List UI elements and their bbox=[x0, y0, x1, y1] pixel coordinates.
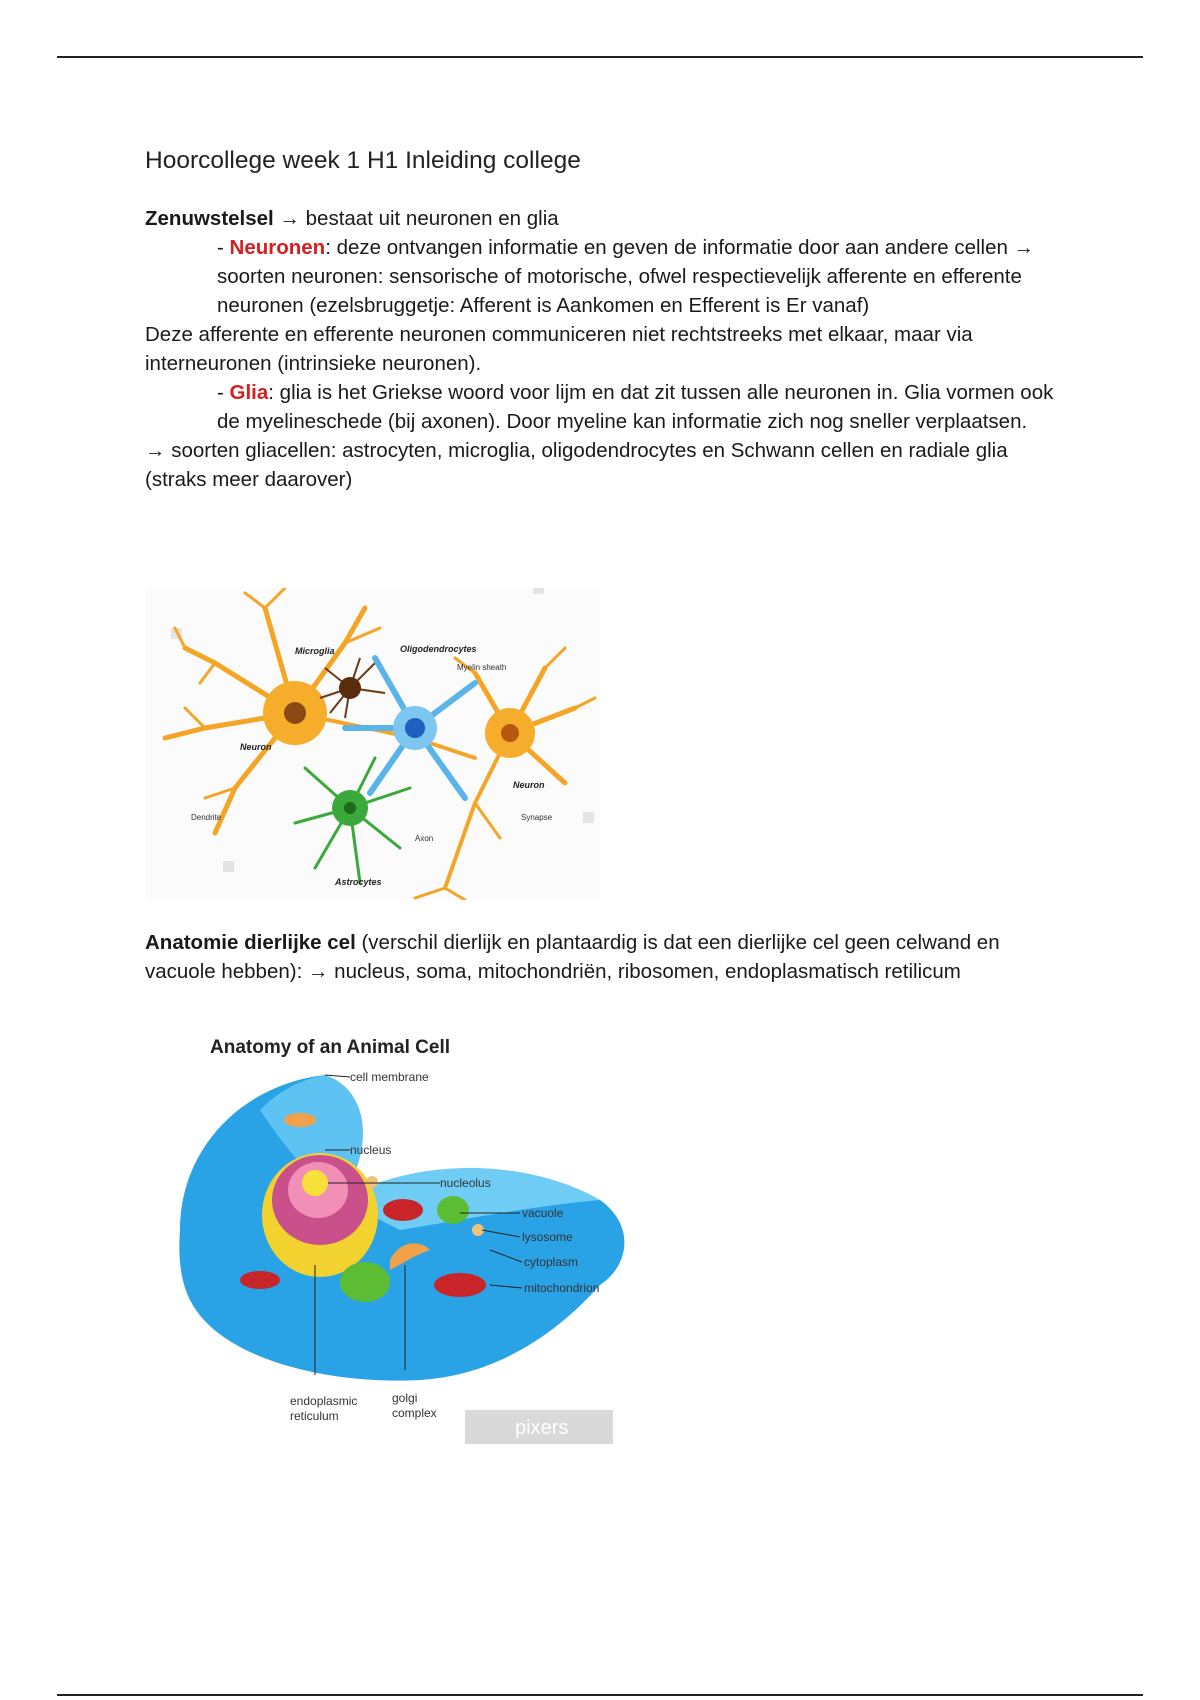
paragraph-gliacellen: → soorten gliacellen: astrocyten, microglia, oligodendrocytes en Schwann cellen en radiale glia (straks meer daarover) bbox=[145, 439, 1008, 491]
label-nucleolus: nucleolus bbox=[440, 1176, 491, 1190]
label-oligodendrocytes: Oligodendrocytes bbox=[400, 644, 477, 654]
label-axon: Axon bbox=[415, 834, 434, 843]
list-dash: - bbox=[217, 381, 230, 404]
label-er-line1: endoplasmic bbox=[290, 1394, 358, 1408]
cell-figure-title: Anatomy of an Animal Cell bbox=[210, 1037, 450, 1058]
label-mitochondrion: mitochondrion bbox=[524, 1281, 600, 1295]
label-myelin-sheath: Myelin sheath bbox=[457, 663, 507, 672]
label-neuron-left: Neuron bbox=[240, 742, 272, 752]
label-neuron-right: Neuron bbox=[513, 780, 545, 790]
document-body bbox=[145, 146, 1055, 494]
label-astrocytes: Astrocytes bbox=[335, 877, 382, 887]
label-microglia: Microglia bbox=[295, 646, 335, 656]
label-er-line2: reticulum bbox=[290, 1409, 339, 1423]
term-zenuwstelsel: Zenuwstelsel bbox=[145, 207, 274, 230]
glia-figure bbox=[145, 588, 600, 900]
mitochondrion-shape bbox=[240, 1271, 280, 1289]
term-neuronen: Neuronen bbox=[229, 236, 326, 259]
bottom-rule bbox=[57, 1694, 1143, 1696]
list-item-glia bbox=[217, 378, 1055, 436]
term-anatomie: Anatomie dierlijke cel bbox=[145, 930, 356, 954]
label-cell-membrane: cell membrane bbox=[350, 1070, 429, 1084]
watermark-text: pixers bbox=[515, 1417, 569, 1439]
neuronen-text: : deze ontvangen informatie en geven de informatie door aan andere cellen → soorten neuronen: sensorische of motorische, ofwel respectievelijk afferente en efferente neuronen (ezelsbruggetje: Afferent is Aankomen en Efferent is Er vanaf) bbox=[217, 236, 1035, 317]
vacuole-shape bbox=[340, 1262, 390, 1302]
page-title: Hoorcollege week 1 H1 Inleiding college bbox=[145, 147, 581, 174]
label-dendrite: Dendrite bbox=[191, 813, 222, 822]
paragraph-zenuwstelsel bbox=[145, 204, 1055, 233]
zenuwstelsel-text: → bestaat uit neuronen en glia bbox=[273, 207, 559, 230]
label-nucleus: nucleus bbox=[350, 1143, 392, 1157]
label-golgi-line1: golgi bbox=[392, 1391, 418, 1405]
anatomie-text: (verschil dierlijk en plantaardig is dat een dierlijke cel geen celwand en vacuole hebben): → nucleus, soma, mitochondriën, ribosomen, endoplasmatisch retilicum bbox=[145, 930, 1000, 983]
term-glia: Glia bbox=[229, 381, 269, 404]
list-item-neuronen bbox=[217, 233, 1055, 320]
label-synapse: Synapse bbox=[521, 813, 553, 822]
paragraph-afferent: Deze afferente en efferente neuronen communiceren niet rechtstreeks met elkaar, maar via interneuronen (intrinsieke neuronen). bbox=[145, 323, 973, 375]
label-cytoplasm: cytoplasm bbox=[524, 1255, 579, 1269]
list-dash: - bbox=[217, 236, 230, 259]
label-golgi-line2: complex bbox=[392, 1406, 437, 1420]
label-lysosome: lysosome bbox=[522, 1230, 573, 1244]
animal-cell-figure bbox=[160, 1030, 680, 1450]
glia-text: : glia is het Griekse woord voor lijm en dat zit tussen alle neuronen in. Glia vormen ook de myelineschede (bij axonen). Door myeline kan informatie zich nog sneller verplaatsen. bbox=[217, 381, 1054, 433]
paragraph-anatomie bbox=[145, 928, 1055, 986]
top-rule bbox=[57, 56, 1143, 58]
label-vacuole: vacuole bbox=[522, 1206, 564, 1220]
